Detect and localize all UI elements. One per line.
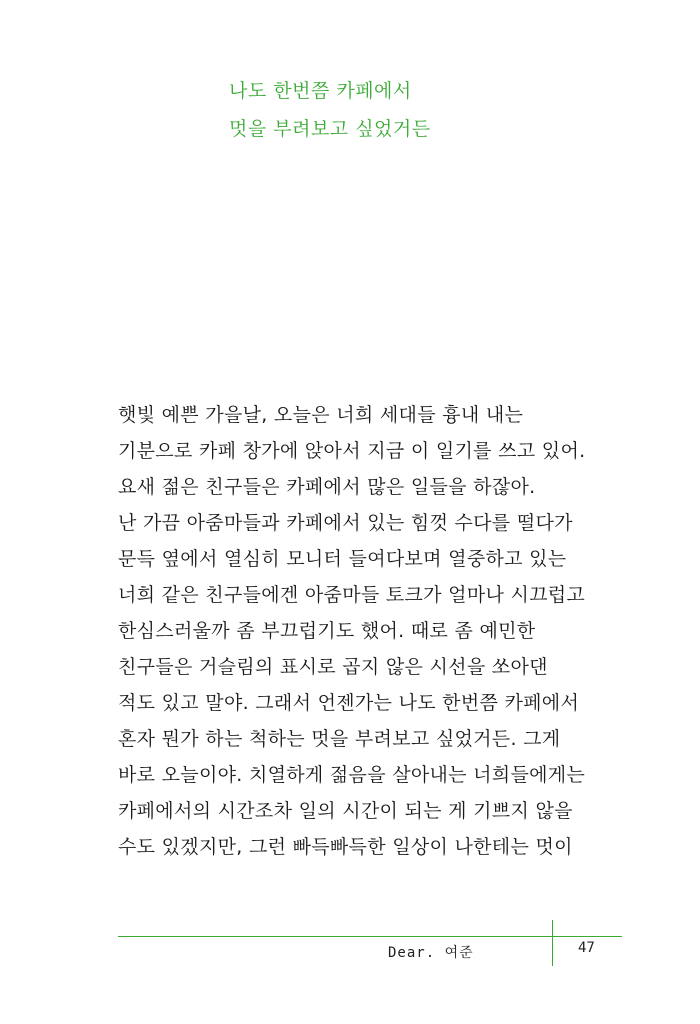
pull-quote [229, 72, 431, 148]
body-line: 햇빛 예쁜 가을날, 오늘은 너희 세대들 흉내 내는 [118, 404, 524, 426]
running-footer-title: Dear. 여준 [388, 945, 474, 961]
body-paragraph [118, 397, 638, 865]
body-line: 혼자 뭔가 하는 척하는 멋을 부려보고 싶었거든. 그게 [118, 728, 561, 750]
body-line: 난 가끔 아줌마들과 카페에서 있는 힘껏 수다를 떨다가 [118, 512, 573, 534]
footer-divider [552, 920, 553, 966]
body-line: 문득 옆에서 열심히 모니터 들여다보며 열중하고 있는 [118, 548, 567, 570]
body-line: 수도 있겠지만, 그런 빠득빠득한 일상이 나한테는 멋이 [118, 836, 573, 858]
pull-quote-line: 멋을 부려보고 싶었거든 [229, 118, 431, 140]
body-line: 기분으로 카페 창가에 앉아서 지금 이 일기를 쓰고 있어. [118, 440, 586, 462]
footer-rule [118, 936, 622, 937]
body-line: 카페에서의 시간조차 일의 시간이 되는 게 기쁘지 않을 [118, 800, 573, 822]
body-line: 너희 같은 친구들에겐 아줌마들 토크가 얼마나 시끄럽고 [118, 584, 586, 606]
body-line: 바로 오늘이야. 치열하게 젊음을 살아내는 너희들에게는 [118, 764, 586, 786]
page-number: 47 [578, 940, 595, 956]
body-line: 친구들은 거슬림의 표시로 곱지 않은 시선을 쏘아댄 [118, 656, 548, 678]
body-line: 요새 젊은 친구들은 카페에서 많은 일들을 하잖아. [118, 476, 536, 498]
pull-quote-line: 나도 한번쯤 카페에서 [229, 80, 412, 102]
body-line: 한심스러울까 좀 부끄럽기도 했어. 때로 좀 예민한 [118, 620, 536, 642]
body-line: 적도 있고 말야. 그래서 언젠가는 나도 한번쯤 카페에서 [118, 692, 580, 714]
